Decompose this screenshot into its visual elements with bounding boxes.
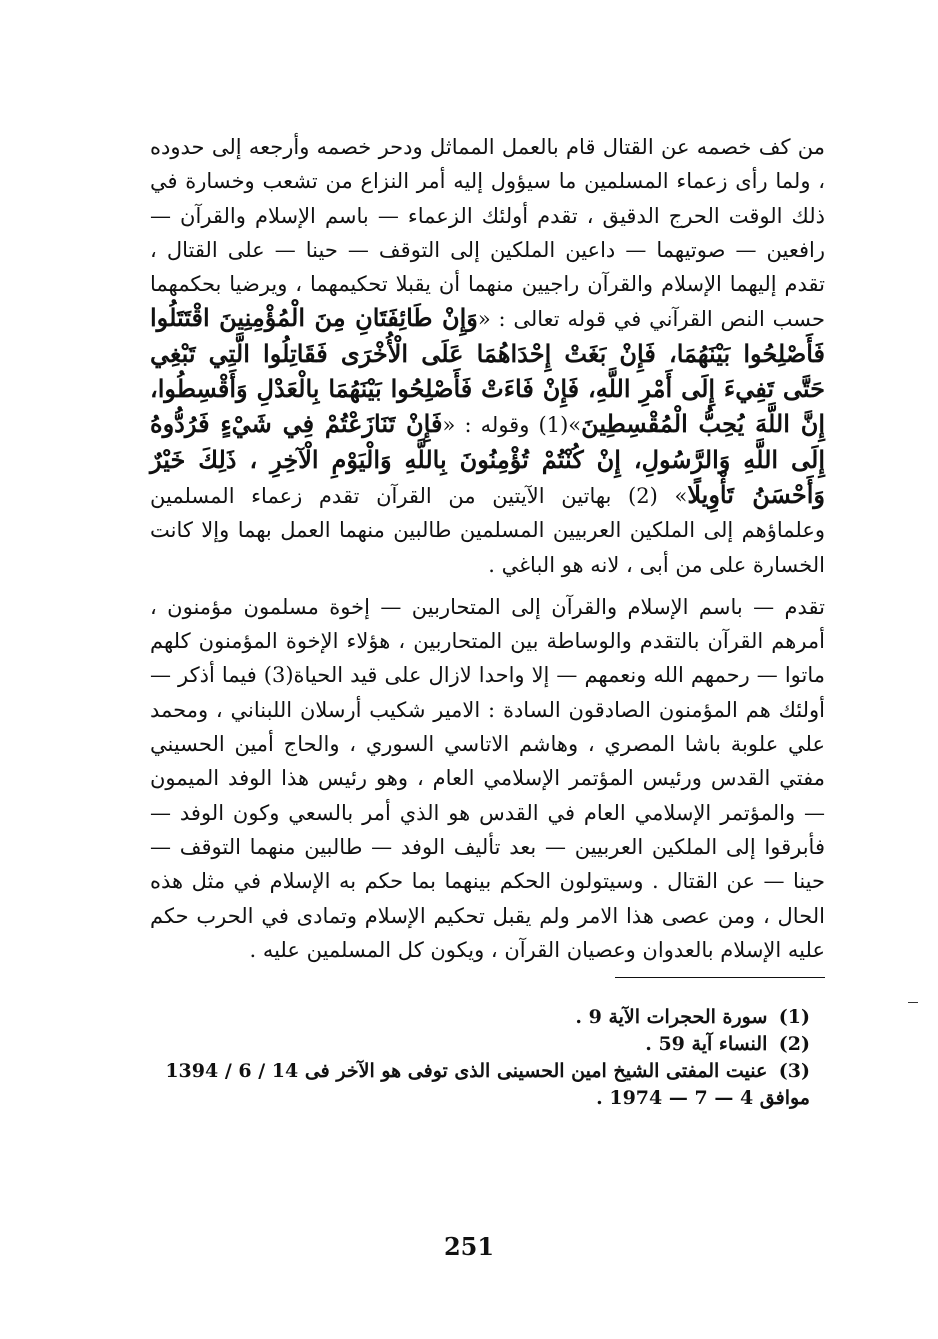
footnote-number: (2)	[778, 1033, 810, 1056]
footnote-number: (3)	[778, 1060, 810, 1083]
quran-verse-1: وَإِنْ طَائِفَتَانِ مِنَ الْمُؤْمِنِينَ اقْتَتَلُوا فَأَصْلِحُوا بَيْنَهُمَا، فَإِنْ بَغَتْ إِحْدَاهُمَا عَلَى الْأُخْرَى فَقَاتِلُوا الَّتِي تَبْغِي حَتَّى تَفِيءَ إِلَى أَمْرِ اللَّهِ، فَإِنْ فَاءَتْ فَأَصْلِحُوا بَيْنَهُمَا بِالْعَدْلِ وَأَقْسِطُوا، إِنَّ اللَّهَ يُحِبُّ الْمُقْسِطِينَ	[150, 303, 825, 439]
quran-verse-2: فَإِنْ تَنَازَعْتُمْ فِي شَيْءٍ فَرُدُّوهُ إِلَى اللَّهِ وَالرَّسُولِ، إِنْ كُنْتُمْ تُؤْمِنُونَ بِاللَّهِ وَالْيَوْمِ الْآخِرِ ، ذَلِكَ خَيْرٌ وَأَحْسَنُ تَأْوِيلًا	[150, 409, 826, 509]
footnotes	[150, 1004, 825, 1112]
footnote-ref-2: » (2)	[628, 483, 688, 508]
footnote-1	[150, 1004, 810, 1031]
footnote-2	[150, 1031, 810, 1058]
footnote-3	[150, 1058, 810, 1112]
paragraph-1	[150, 130, 825, 582]
paragraph-1-text-a: من كف خصمه عن القتال قام بالعمل المماثل ودحر خصمه وأرجعه إلى حدوده ، ولما رأى زعماء المسلمين ما سيؤول إليه أمر النزاع من تشعب وخسارة في ذلك الوقت الحرج الدقيق ، تقدم أولئك الزعماء — باسم الإسلام والقرآن — رافعين — صوتيهما — داعين الملكين إلى التوقف — حينا — على القتال ، تقدم إليهما الإسلام والقرآن راجيين منهما أن يقبلا تحكيمهما ، ويرضيا بحكمهما حسب النص القرآني في قوله تعالى : «	[150, 135, 825, 332]
page-number: 251	[443, 1232, 495, 1261]
footnote-separator	[615, 977, 825, 978]
footnote-text: سورة الحجرات الآية 9 .	[575, 1006, 768, 1029]
page-content	[150, 130, 825, 1112]
paragraph-1-text-c: بهاتين الآيتين من القرآن تقدم زعماء المسلمين وعلماؤهم إلى الملكين العربيين المسلمين طالبين منهما العمل بهما وإلا كانت الخسارة على من أبى ، لانه هو الباغي .	[150, 483, 825, 577]
footnote-text: عنيت المفتى الشيخ امين الحسينى الذى توفى هو الآخر فى 14 / 6 / 1394 موافق 4 — 7 — 1974 .	[165, 1060, 810, 1110]
margin-mark	[908, 1002, 918, 1003]
footnote-text: النساء آية 59 .	[645, 1033, 768, 1056]
footnote-number: (1)	[778, 1006, 810, 1029]
paragraph-1-text-b: وقوله : «	[442, 413, 539, 438]
footnote-ref-1: »(1)	[538, 413, 582, 438]
paragraph-2: تقدم — باسم الإسلام والقرآن إلى المتحاربين — إخوة مسلمون مؤمنون ، أمرهم القرآن بالتقدم والوساطة بين المتحاربين ، هؤلاء الإخوة المؤمنون كلهم ماتوا — رحمهم الله ونعمهم — إلا واحدا لازال على قيد الحياة(3) فيما أذكر — أولئك هم المؤمنون الصادقون السادة : الامير شكيب أرسلان اللبناني ، ومحمد علي علوبة باشا المصري ، وهاشم الاتاسي السوري ، والحاج أمين الحسيني مفتي القدس ورئيس المؤتمر الإسلامي العام ، وهو رئيس هذا الوفد الميمون — والمؤتمر الإسلامي العام في القدس هو الذي أمر بالسعي وكون الوفد — فأبرقوا إلى الملكين العربيين — بعد تأليف الوفد — طالبين منهما التوقف — حينا — عن القتال . وسيتولون الحكم بينهما بما حكم به الإسلام في مثل هذه الحال ، ومن عصى هذا الامر ولم يقبل تحكيم الإسلام وتمادى في الحرب حكم عليه الإسلام بالعدوان وعصيان القرآن ، ويكون كل المسلمين عليه .	[150, 594, 825, 962]
